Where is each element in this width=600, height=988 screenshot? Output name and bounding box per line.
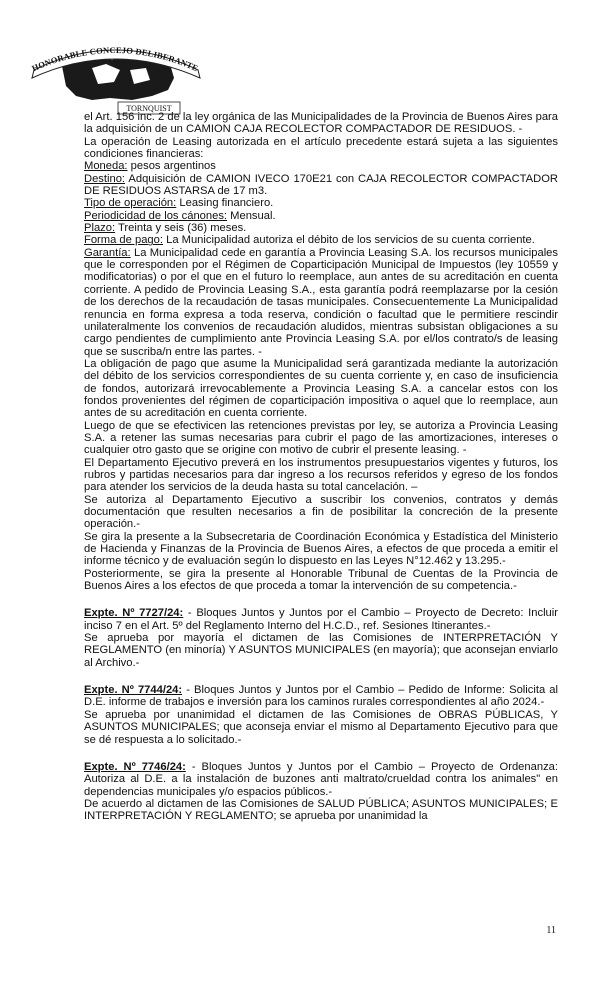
condition-moneda	[84, 160, 558, 172]
condition-label: Moneda:	[84, 160, 128, 173]
expediente-id: Expte. Nº 7746/24:	[84, 760, 186, 773]
page-number: 11	[546, 925, 556, 936]
paragraph: Posteriormente, se gira la presente al Honorable Tribunal de Cuentas de la Provincia de Buenos Aires a los efectos de que proceda a tomar la intervención de su competencia.-	[84, 567, 558, 593]
condition-value: Treinta y seis (36) meses.	[115, 222, 247, 235]
condition-label: Plazo:	[84, 222, 116, 235]
condition-value: La Municipalidad cede en garantía a Provincia Leasing S.A. los recursos municipales que le corresponden por el Régimen de Coparticipación Municipal de Impuestos (ley 10559 y modificatorias) o por el que en el futuro lo reemplace, aun antes de su acreditación en cuenta corriente. A pedido de Provincia Leasing S.A., esta garantía podrá reemplazarse por la cesión de los derechos de la recaudación de tasas municipales. Consecuentemente La Municipalidad renuncia en forma expresa a toda reserva, condición o facultad que le permitiere rescindir unilateralmente los convenios de recaudación aludidos, mientras subsistan obligaciones a su cargo pendientes de cumplimiento ante Provincia Leasing S.A. por el/los contrato/s de leasing que se suscriba/n entre las partes. -	[84, 246, 558, 358]
expediente-summary	[84, 684, 558, 709]
condition-value: Leasing financiero.	[176, 197, 274, 210]
expediente-text: - Bloques Juntos y Juntos por el Cambio – Proyecto de Ordenanza: Autoriza al D.E. a la instalación de buzones anti maltrato/crueldad contra los animales" en dependencias municipales y/o espacios públicos.-	[84, 760, 558, 798]
paragraph: Luego de que se efectivicen las retenciones previstas por ley, se autoriza a Provincia Leasing S.A. a retener las sumas necesarias para cubrir el pago de las amortizaciones, intereses o cualquier otro gasto que se origine con motivo de cubrir el presente leasing. -	[84, 419, 558, 457]
condition-value: Mensual.	[227, 209, 276, 222]
paragraph: La obligación de pago que asume la Municipalidad será garantizada mediante la autorización del débito de los servicios correspondientes de su cuenta corriente y, en caso de insuficiencia de fondos, autorizará irrevocablemente a Provincia Leasing S.A. a cancelar estos con los fondos provenientes del régimen de coparticipación impositiva o aquel que lo reemplace, aun antes de su acreditación en cuenta corriente.	[84, 357, 558, 420]
condition-forma-pago	[84, 234, 558, 246]
condition-label: Forma de pago:	[84, 234, 163, 247]
condition-value: pesos argentinos	[127, 160, 216, 173]
condition-destino	[84, 173, 558, 198]
expediente-id: Expte. Nº 7727/24:	[84, 607, 184, 620]
expediente-id: Expte. Nº 7744/24:	[84, 684, 183, 697]
paragraph: Se gira la presente a la Subsecretaria de Coordinación Económica y Estadística del Ministerio de Hacienda y Finanzas de la Provincia de Buenos Aires, a efectos de que proceda a emitir el informe técnico y de evaluación según lo dispuesto en las Leyes N°12.462 y 13.295.-	[84, 530, 558, 568]
expediente-resolution: De acuerdo al dictamen de las Comisiones de SALUD PÚBLICA; ASUNTOS MUNICIPALES; E INTERPRETACIÓN Y REGLAMENTO; se aprueba por unanimidad la	[84, 797, 558, 823]
expediente-text: - Bloques Juntos y Juntos por el Cambio – Proyecto de Decreto: Incluir inciso 7 en el Art. 5º del Reglamento Interno del H.C.D., ref. Sesiones Itinerantes.-	[84, 607, 558, 632]
condition-plazo	[84, 222, 558, 234]
condition-periodicidad	[84, 210, 558, 222]
condition-label: Garantía:	[84, 246, 131, 259]
expediente-summary	[84, 607, 558, 632]
paragraph: el Art. 156 inc. 2 de la ley orgánica de las Municipalidades de la Provincia de Buenos Aires para la adquisición de un CAMION CAJA RECOLECTOR COMPACTADOR DE RESIDUOS. -	[84, 111, 558, 136]
logo-arc-text: HONORABLE CONCEJO DELIBERANTE	[30, 44, 200, 74]
document-body	[84, 111, 558, 823]
condition-garantia	[84, 247, 558, 358]
condition-tipo	[84, 197, 558, 209]
paragraph: El Departamento Ejecutivo preverá en los instrumentos presupuestarios vigentes y futuros, los rubros y partidas necesarios para dar ingreso a los recursos referidos y egreso de los fondos para atender los servicios de la deuda hasta su total cancelación. –	[84, 456, 558, 494]
paragraph: La operación de Leasing autorizada en el artículo precedente estará sujeta a las siguientes condiciones financieras:	[84, 135, 558, 161]
expediente-text: - Bloques Juntos y Juntos por el Cambio – Pedido de Informe: Solicita al D.E. informe de trabajos e inversión para los caminos rurales correspondientes al año 2024.-	[84, 684, 558, 709]
expediente-resolution: Se aprueba por unanimidad el dictamen de las Comisiones de OBRAS PÚBLICAS, Y ASUNTOS MUNICIPALES; que aconseja enviar el mismo al Departamento Ejecutivo para que se dé respuesta a lo solicitado.-	[84, 708, 558, 746]
condition-label: Tipo de operación:	[84, 197, 177, 210]
council-logo	[22, 30, 208, 116]
expediente-resolution: Se aprueba por mayoría el dictamen de las Comisiones de INTERPRETACIÓN Y REGLAMENTO (en minoría) Y ASUNTOS MUNICIPALES (en mayoría); que aconsejan enviarlo al Archivo.-	[84, 632, 558, 669]
paragraph: Se autoriza al Departamento Ejecutivo a suscribir los convenios, contratos y demás documentación que resulten necesarios a fin de posibilitar la concreción de la presente operación.-	[84, 493, 558, 531]
logo-town-text: TORNQUIST	[126, 104, 172, 113]
condition-value: La Municipalidad autoriza el débito de los servicios de su cuenta corriente.	[162, 234, 535, 247]
condition-value: Adquisición de CAMION IVECO 170E21 con CAJA RECOLECTOR COMPACTADOR DE RESIDUOS ASTARSA de 17 m3.	[84, 172, 558, 198]
condition-label: Periodicidad de los cánones:	[84, 209, 228, 222]
condition-label: Destino:	[84, 172, 126, 185]
expediente-summary	[84, 761, 558, 798]
